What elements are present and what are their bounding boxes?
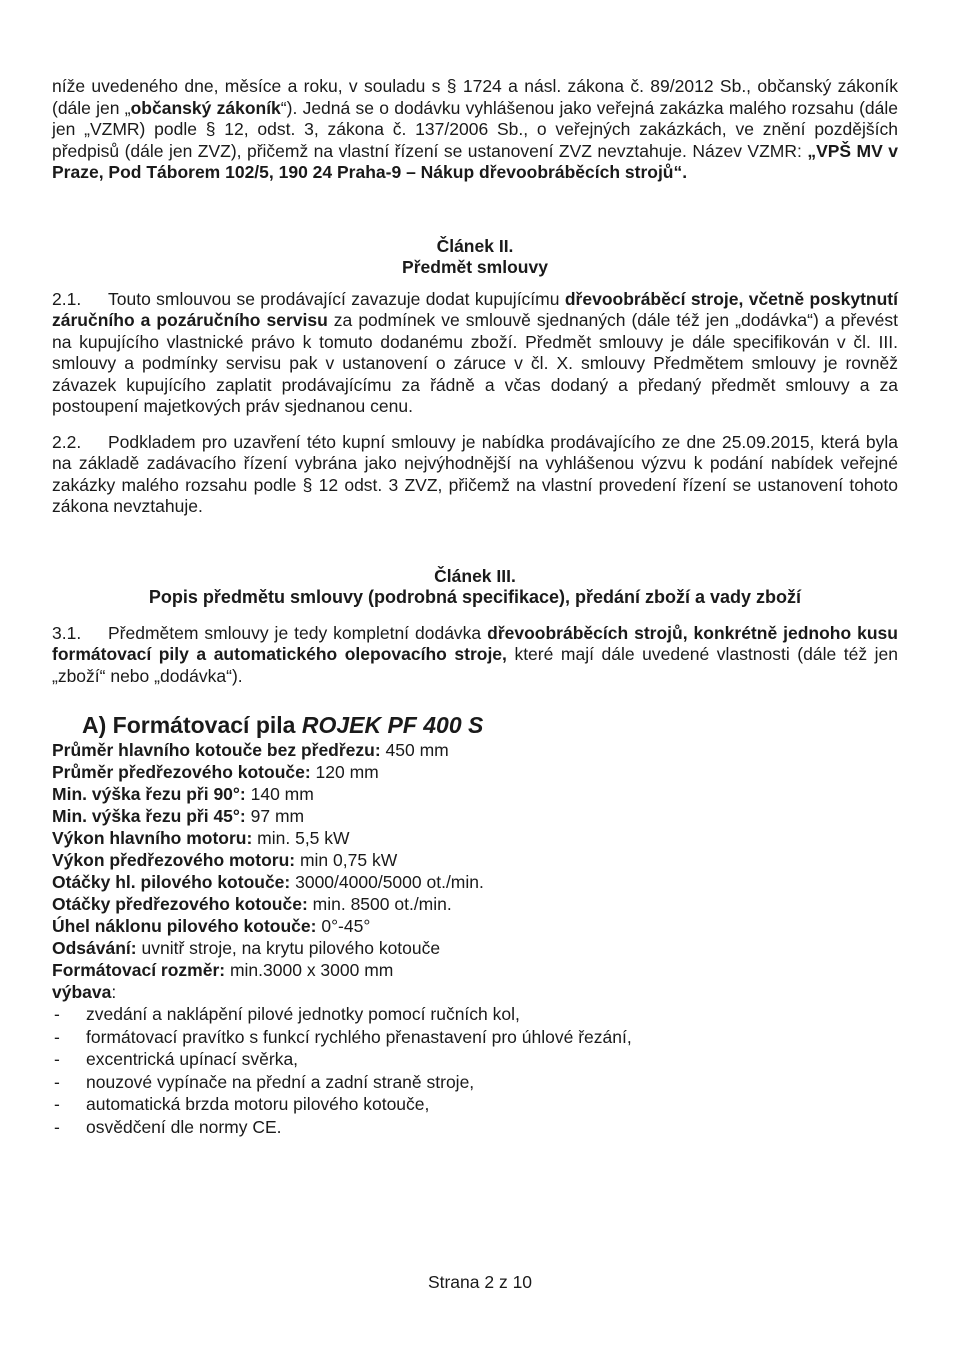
intro-text-1: níže uvedeného dne, měsíce a roku, v souladu s § 1724 a násl. zákona č. 89/2012 Sb., občanský zákoník (dále jen „	[52, 76, 898, 118]
spec-value: min 0,75 kW	[295, 850, 398, 870]
section-2-2-text: Podkladem pro uzavření této kupní smlouvy je nabídka prodávajícího ze dne 25.09.2015, která byla na základě zadávacího řízení vybrána jako nejvýhodnější na vyhlášenou výzvu k podání nabídek veřejné zakázky malého rozsahu podle § 12 odst. 3 ZVZ, přičemž na vlastní provedení řízení se ustanovení tohoto zákona nevztahuje.	[52, 431, 898, 516]
spec-value: 450 mm	[380, 740, 449, 760]
section-3-1-text-c: které mají dále uvedené vlastnosti (dále též jen „zboží“ nebo „dodávka“).	[52, 644, 898, 686]
spec-value: min. 8500 ot./min.	[307, 894, 452, 914]
spec-row	[52, 827, 898, 849]
machine-heading	[82, 711, 898, 739]
machine-heading-text: A) Formátovací pila	[82, 712, 302, 738]
spec-row	[52, 805, 898, 827]
section-number: 3.1.	[52, 622, 82, 643]
spec-label: Otáčky předřezového kotouče:	[52, 894, 308, 914]
spec-row	[52, 739, 898, 761]
section-2-2	[52, 432, 898, 518]
article-3-title: Článek III.	[434, 565, 516, 586]
spec-row	[52, 783, 898, 805]
spec-value: 0°-45°	[316, 916, 371, 936]
spec-row	[52, 937, 898, 959]
intro-paragraph	[52, 76, 898, 184]
equipment-item: - nouzové vypínače na přední a zadní straně stroje,	[52, 1071, 898, 1094]
section-number: 2.2.	[52, 431, 82, 452]
spec-label: Min. výška řezu při 45°:	[52, 806, 246, 826]
spec-value: 97 mm	[245, 806, 305, 826]
spec-row	[52, 871, 898, 893]
equipment-item: - zvedání a naklápění pilové jednotky pomocí ručních kol,	[52, 1003, 898, 1026]
spec-value: 140 mm	[245, 784, 314, 804]
machine-model: ROJEK PF 400 S	[301, 712, 484, 738]
spec-value: 3000/4000/5000 ot./min.	[290, 872, 484, 892]
equipment-list	[52, 1003, 898, 1138]
spec-row	[52, 849, 898, 871]
spec-label: Výkon předřezového motoru:	[52, 850, 296, 870]
section-2-1	[52, 289, 898, 418]
spec-row	[52, 981, 898, 1003]
spec-row	[52, 893, 898, 915]
page-content	[52, 76, 898, 1138]
spec-value: min. 5,5 kW	[252, 828, 350, 848]
spec-value: :	[111, 982, 117, 1002]
section-2-1-text-c: za podmínek ve smlouvě sjednaných (dále též jen „dodávka“) a převést na kupujícího vlastnické právo k tomuto dodanému zboží. Předmět smlouvy je dále specifikován v čl. III. smlouvy a podmínky servisu pak v ustanovení o záruce v čl. X. smlouvy Předmětem smlouvy je rovněž závazek kupujícího zaplatit prodávajícímu za řádně a včas dodaný a předaný předmět smlouvy a za postoupení majetkových práv sjednanou cenu.	[52, 310, 898, 416]
spec-row	[52, 915, 898, 937]
section-number: 2.1.	[52, 288, 82, 309]
spec-row	[52, 761, 898, 783]
section-3-1-text-a: Předmětem smlouvy je tedy kompletní dodávka	[108, 622, 488, 643]
spec-label: výbava	[52, 982, 112, 1002]
spec-label: Min. výška řezu při 90°:	[52, 784, 246, 804]
spec-label: Formátovací rozměr:	[52, 960, 226, 980]
machine-spec-list	[52, 739, 898, 1003]
spec-row	[52, 959, 898, 981]
article-2-title: Článek II.	[436, 235, 514, 256]
article-2-subtitle: Předmět smlouvy	[402, 257, 548, 277]
spec-label: Průměr předřezového kotouče:	[52, 762, 311, 782]
spec-label: Odsávání:	[52, 938, 137, 958]
spec-label: Výkon hlavního motoru:	[52, 828, 253, 848]
intro-text-2: “). Jedná se o dodávku vyhlášenou jako veřejná zakázka malého rozsahu (dále jen „VZMR) podle § 12, odst. 3, zákona č. 137/2006 Sb., o veřejných zakázkách, ve znění pozdějších předpisů (dále jen ZVZ), přičemž na vlastní řízení se ustanovení ZVZ nevztahuje. Název VZMR:	[52, 97, 898, 161]
page-number: Strana 2 z 10	[427, 1272, 533, 1292]
intro-bold-1: občanský zákoník	[130, 97, 281, 118]
section-2-1-bold: dřevoobráběcí stroje, včetně poskytnutí záručního a pozáručního servisu	[52, 288, 898, 330]
section-2-1-text-a: Touto smlouvou se prodávající zavazuje dodat kupujícímu	[108, 288, 565, 309]
equipment-item: - formátovací pravítko s funkcí rychlého přenastavení pro úhlové řezání,	[52, 1026, 898, 1049]
intro-bold-2: „VPŠ MV v Praze, Pod Táborem 102/5, 190 24 Praha-9 – Nákup dřevoobráběcích strojů“.	[52, 140, 898, 182]
equipment-item: - excentrická upínací svěrka,	[52, 1048, 898, 1071]
section-3-1	[52, 623, 898, 688]
equipment-item: - osvědčení dle normy CE.	[52, 1116, 898, 1139]
spec-label: Průměr hlavního kotouče bez předřezu:	[52, 740, 381, 760]
article-3-subtitle: Popis předmětu smlouvy (podrobná specifikace), předání zboží a vady zboží	[148, 587, 802, 607]
spec-label: Otáčky hl. pilového kotouče:	[52, 872, 291, 892]
spec-value: min.3000 x 3000 mm	[225, 960, 394, 980]
section-3-1-bold: dřevoobráběcích strojů, konkrétně jednoho kusu formátovací pily a automatického olepovacího stroje,	[52, 622, 898, 664]
spec-value: uvnitř stroje, na krytu pilového kotouče	[136, 938, 441, 958]
spec-label: Úhel náklonu pilového kotouče:	[52, 916, 317, 936]
equipment-item: - automatická brzda motoru pilového kotouče,	[52, 1093, 898, 1116]
spec-value: 120 mm	[310, 762, 379, 782]
